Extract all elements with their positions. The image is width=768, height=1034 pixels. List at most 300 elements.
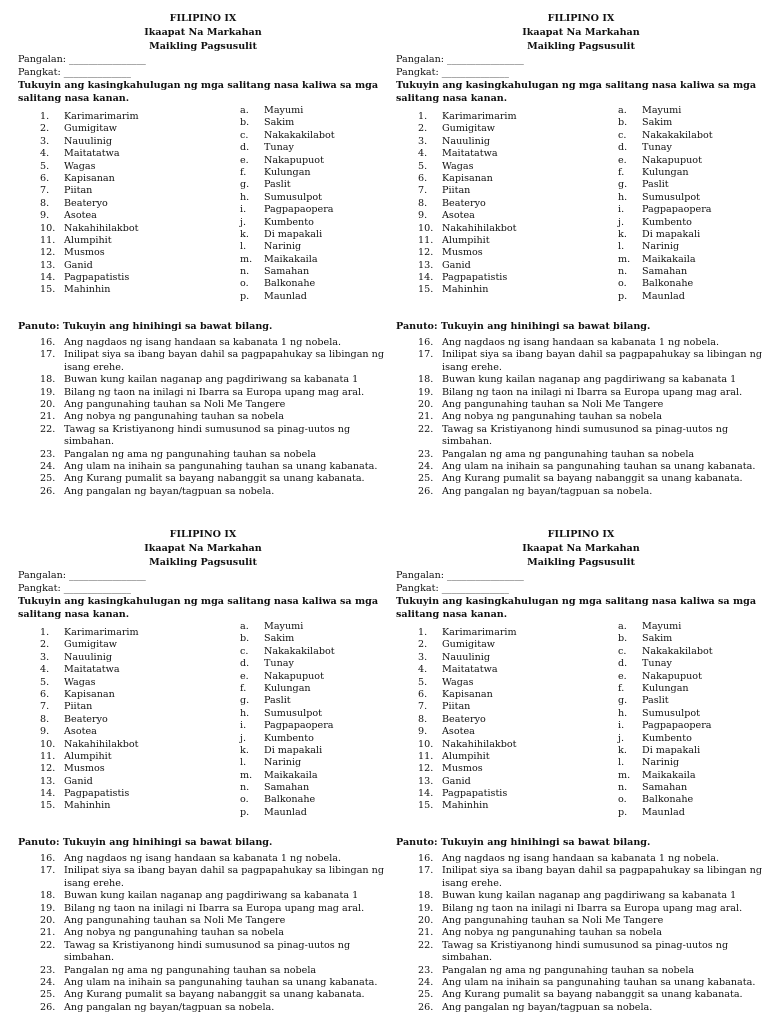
right-item-word: Nakakakilabot (642, 645, 713, 657)
question-item (40, 1002, 388, 1014)
left-item-word: Nakahihilakbot (442, 222, 517, 234)
right-item-letter: o. (240, 794, 249, 806)
right-item-word: Balkonahe (642, 278, 694, 290)
right-item (240, 633, 388, 645)
question-text: Ang Kurang pumalit sa bayang nabanggit sa unang kabanata. (442, 473, 743, 485)
left-item-word: Nauulinig (64, 651, 112, 663)
matching-section (396, 105, 766, 317)
left-item-number: 6. (418, 172, 428, 184)
left-item-word: Musmos (64, 763, 105, 775)
question-text: Inilipat siya sa ibang bayan dahil sa pagpapahukay sa libingan ng isang erehe. (442, 865, 762, 889)
question-number: 17. (40, 865, 56, 877)
question-number: 25. (40, 989, 56, 1001)
quiz-header (396, 528, 766, 570)
left-word-list (418, 111, 608, 297)
left-item-number: 12. (418, 763, 434, 775)
right-item (240, 179, 388, 191)
right-item (618, 241, 766, 253)
left-item (40, 751, 230, 763)
question-item (418, 486, 766, 498)
question-item (418, 965, 766, 977)
right-item-word: Mayumi (264, 105, 304, 116)
left-item (418, 627, 608, 639)
question-item (40, 486, 388, 498)
question-number: 24. (40, 461, 56, 473)
right-item-word: Sumusulpot (642, 191, 700, 203)
left-item-number: 14. (418, 272, 434, 284)
left-item (418, 689, 608, 701)
left-item (40, 235, 230, 247)
quarter-title: Ikaapat Na Markahan (144, 543, 262, 554)
question-number: 22. (40, 939, 56, 951)
question-number: 20. (418, 915, 434, 927)
right-item-word: Sakim (264, 633, 295, 645)
right-item-word: Samahan (642, 782, 688, 794)
question-item (40, 853, 388, 865)
right-item (618, 782, 766, 794)
right-item (240, 683, 388, 695)
right-item (240, 745, 388, 757)
right-item-letter: j. (240, 732, 247, 744)
right-item-letter: h. (618, 191, 628, 203)
left-item-number: 8. (418, 197, 428, 209)
left-item-word: Alumpihit (442, 234, 490, 246)
question-item (418, 903, 766, 915)
right-item-letter: m. (240, 769, 253, 781)
right-item (618, 192, 766, 204)
left-item (418, 776, 608, 788)
left-item-number: 8. (418, 713, 428, 725)
right-item-word: Sakim (642, 117, 673, 129)
right-item-letter: n. (240, 266, 250, 278)
question-item (418, 374, 766, 386)
question-item (418, 915, 766, 927)
right-item-letter: e. (240, 154, 249, 166)
left-item-number: 7. (418, 701, 428, 713)
left-item (418, 272, 608, 284)
right-item (240, 782, 388, 794)
question-number: 17. (418, 349, 434, 361)
right-item (240, 217, 388, 229)
left-item-word: Pagpapatistis (64, 272, 130, 284)
right-item-word: Kulungan (264, 166, 311, 178)
quarter-title: Ikaapat Na Markahan (522, 543, 640, 554)
right-item-letter: b. (618, 117, 628, 129)
subject-title: FILIPINO IX (169, 529, 237, 540)
right-item-letter: g. (240, 179, 250, 191)
right-item-letter: e. (618, 154, 627, 166)
question-number: 18. (40, 890, 56, 902)
left-item-word: Kapisanan (64, 172, 115, 184)
left-item-number: 14. (418, 788, 434, 800)
right-item-word: Samahan (642, 266, 688, 278)
right-item-word: Paslit (642, 695, 669, 707)
right-item-word: Kulungan (642, 166, 689, 178)
question-number: 22. (418, 423, 434, 435)
right-word-list (618, 621, 766, 819)
question-item (418, 337, 766, 349)
right-item-letter: l. (240, 241, 247, 253)
question-item (40, 865, 388, 890)
question-list (396, 337, 766, 498)
left-item (40, 689, 230, 701)
left-item-number: 11. (40, 234, 56, 246)
right-item-word: Nakapupuot (642, 154, 702, 166)
question-item (418, 387, 766, 399)
left-item-number: 7. (40, 701, 50, 713)
quiz-type-title: Maikling Pagsusulit (527, 557, 635, 568)
right-item (618, 130, 766, 142)
right-item-letter: a. (618, 621, 627, 632)
left-item-word: Ganid (442, 259, 471, 271)
right-item-word: Narinig (264, 241, 302, 253)
left-item-word: Mahinhin (442, 800, 489, 812)
left-item-number: 11. (418, 234, 434, 246)
question-number: 21. (40, 411, 56, 423)
left-item-number: 3. (418, 135, 428, 147)
quiz-copy-bottom-left (18, 528, 388, 1034)
question-text: Tawag sa Kristiyanong hindi sumusunod sa pinag-uutos ng simbahan. (64, 939, 351, 964)
left-item-word: Nauulinig (442, 135, 490, 147)
right-item-letter: i. (618, 720, 625, 732)
left-item (418, 714, 608, 726)
right-item-letter: f. (240, 166, 247, 178)
left-item-word: Nakahihilakbot (442, 738, 517, 750)
question-item (40, 977, 388, 989)
left-item-word: Nauulinig (64, 135, 112, 147)
left-item-word: Karimarimarim (64, 627, 139, 638)
right-item (618, 671, 766, 683)
left-item (418, 664, 608, 676)
right-item-letter: f. (618, 166, 625, 178)
question-item (40, 424, 388, 449)
right-item (618, 621, 766, 633)
right-item-letter: m. (240, 253, 253, 265)
right-item (240, 167, 388, 179)
left-item-number: 9. (40, 210, 50, 222)
left-item-number: 8. (40, 197, 50, 209)
left-item (418, 161, 608, 173)
left-item-word: Ganid (64, 259, 93, 271)
right-item-letter: p. (618, 290, 628, 302)
left-item-word: Karimarimarim (64, 111, 139, 122)
right-item-word: Mayumi (642, 105, 682, 116)
right-item-word: Balkonahe (642, 794, 694, 806)
left-item (418, 726, 608, 738)
question-text: Ang Kurang pumalit sa bayang nabanggit sa unang kabanata. (64, 989, 365, 1001)
question-number: 21. (40, 927, 56, 939)
left-item (418, 800, 608, 812)
right-item (240, 733, 388, 745)
question-text: Tawag sa Kristiyanong hindi sumusunod sa pinag-uutos ng simbahan. (442, 423, 729, 448)
left-word-list (40, 111, 230, 297)
left-item-word: Nauulinig (442, 651, 490, 663)
question-item (40, 989, 388, 1001)
left-item (40, 627, 230, 639)
left-item-number: 4. (418, 148, 428, 160)
left-item-word: Piitan (64, 701, 93, 713)
right-item-letter: f. (618, 682, 625, 694)
question-text: Ang pangunahing tauhan sa Noli Me Tangere (64, 915, 286, 927)
right-item-letter: c. (240, 129, 249, 141)
question-number: 25. (418, 473, 434, 485)
left-item-number: 10. (40, 222, 56, 234)
left-item (418, 701, 608, 713)
right-item (618, 745, 766, 757)
right-item-letter: g. (618, 179, 628, 191)
question-item (40, 399, 388, 411)
right-item (240, 229, 388, 241)
left-item (40, 284, 230, 296)
left-item-number: 6. (40, 688, 50, 700)
right-item-word: Tunay (642, 142, 672, 154)
right-item-word: Sumusulpot (264, 707, 322, 719)
left-item (40, 173, 230, 185)
question-text: Ang nobya ng pangunahing tauhan sa nobela (442, 927, 662, 939)
left-item-number: 15. (40, 800, 56, 812)
left-item-number: 12. (418, 247, 434, 259)
name-field: Pangalan: ________________ (396, 570, 524, 581)
matching-instruction: Tukuyin ang kasingkahulugan ng mga salitang nasa kaliwa sa mga salitang nasa kanan. (18, 596, 379, 620)
left-item (418, 652, 608, 664)
left-item (418, 751, 608, 763)
question-number: 16. (418, 337, 434, 348)
right-item-letter: c. (240, 645, 249, 657)
right-item (618, 278, 766, 290)
right-item-letter: l. (618, 241, 625, 253)
question-text: Ang Kurang pumalit sa bayang nabanggit sa unang kabanata. (64, 473, 365, 485)
left-item-word: Pagpapatistis (64, 788, 130, 800)
left-item (418, 136, 608, 148)
left-item (418, 111, 608, 123)
right-item (240, 241, 388, 253)
question-number: 23. (418, 448, 434, 460)
left-item-word: Mahinhin (64, 800, 111, 812)
question-text: Ang pangunahing tauhan sa Noli Me Tangere (442, 915, 664, 927)
left-item-number: 14. (40, 272, 56, 284)
right-item (618, 720, 766, 732)
question-number: 24. (40, 977, 56, 989)
right-item (240, 254, 388, 266)
question-item (418, 1002, 766, 1014)
left-item-word: Musmos (442, 247, 483, 259)
subject-title: FILIPINO IX (547, 13, 615, 24)
question-text: Ang ulam na inihain sa pangunahing tauhan sa unang kabanata. (64, 977, 378, 989)
left-item (418, 788, 608, 800)
right-item-letter: d. (240, 142, 250, 154)
question-number: 23. (418, 964, 434, 976)
left-item-word: Maitatatwa (442, 148, 498, 160)
question-item (40, 890, 388, 902)
quiz-header (396, 12, 766, 54)
left-item-word: Mahinhin (442, 284, 489, 296)
right-item-word: Nakapupuot (642, 670, 702, 682)
question-item (40, 940, 388, 965)
question-number: 22. (40, 423, 56, 435)
right-item-word: Kumbento (264, 216, 314, 228)
left-item-number: 10. (418, 738, 434, 750)
question-number: 20. (40, 915, 56, 927)
question-text: Pangalan ng ama ng pangunahing tauhan sa nobela (64, 964, 317, 976)
right-item (618, 117, 766, 129)
left-item-number: 13. (40, 259, 56, 271)
left-item-word: Nakahihilakbot (64, 738, 139, 750)
left-item-word: Beateryo (64, 197, 108, 209)
question-text: Ang pangalan ng bayan/tagpuan sa nobela. (64, 485, 275, 497)
right-item-letter: m. (618, 253, 631, 265)
left-item-number: 5. (418, 160, 428, 172)
left-item (418, 247, 608, 259)
matching-section (18, 621, 388, 833)
right-item (618, 695, 766, 707)
left-item-word: Beateryo (64, 713, 108, 725)
right-item-word: Paslit (264, 695, 291, 707)
question-text: Bilang ng taon na inilagi ni Ibarra sa Europa upang mag aral. (442, 386, 743, 398)
right-item (618, 266, 766, 278)
left-item (40, 198, 230, 210)
question-number: 20. (40, 399, 56, 411)
right-item-letter: n. (618, 266, 628, 278)
left-item (418, 260, 608, 272)
question-number: 19. (40, 386, 56, 398)
left-item (40, 123, 230, 135)
left-item-word: Pagpapatistis (442, 788, 508, 800)
question-number: 16. (418, 853, 434, 864)
left-item-number: 5. (40, 160, 50, 172)
right-item (240, 646, 388, 658)
right-item-word: Maikakaila (642, 769, 696, 781)
right-item-word: Sumusulpot (264, 191, 322, 203)
left-item-number: 4. (40, 148, 50, 160)
right-item (618, 633, 766, 645)
right-item-word: Nakakakilabot (264, 645, 335, 657)
left-item-number: 6. (418, 688, 428, 700)
right-item-letter: d. (618, 142, 628, 154)
questions-instruction: Panuto: Tukuyin ang hinihingi sa bawat bilang. (396, 321, 651, 332)
quiz-header (18, 12, 388, 54)
left-item-number: 4. (418, 664, 428, 676)
right-item-letter: p. (240, 806, 250, 818)
matching-instruction: Tukuyin ang kasingkahulugan ng mga salitang nasa kaliwa sa mga salitang nasa kanan. (396, 596, 757, 620)
question-list (396, 853, 766, 1014)
left-item-word: Gumigitaw (442, 639, 496, 651)
left-item-word: Wagas (442, 160, 474, 172)
subject-title: FILIPINO IX (547, 529, 615, 540)
left-item (40, 136, 230, 148)
right-item (240, 266, 388, 278)
left-item (418, 235, 608, 247)
right-item-word: Maikakaila (264, 769, 318, 781)
right-item (240, 155, 388, 167)
quiz-type-title: Maikling Pagsusulit (149, 557, 257, 568)
questions-instruction: Panuto: Tukuyin ang hinihingi sa bawat bilang. (18, 321, 273, 332)
right-item (240, 658, 388, 670)
left-item-word: Piitan (442, 185, 471, 197)
left-item-number: 12. (40, 247, 56, 259)
question-text: Ang nagdaos ng isang handaan sa kabanata 1 ng nobela. (64, 337, 342, 348)
left-item-number: 3. (40, 651, 50, 663)
left-item-number: 11. (418, 750, 434, 762)
right-item-letter: e. (618, 670, 627, 682)
right-item-word: Narinig (642, 757, 680, 769)
left-item-number: 7. (40, 185, 50, 197)
question-text: Ang nobya ng pangunahing tauhan sa nobela (64, 927, 284, 939)
right-item-letter: k. (618, 228, 627, 240)
question-text: Ang pangalan ng bayan/tagpuan sa nobela. (442, 1001, 653, 1013)
question-number: 22. (418, 939, 434, 951)
left-item (40, 272, 230, 284)
right-item-letter: e. (240, 670, 249, 682)
question-text: Buwan kung kailan naganap ang pagdiriwang sa kabanata 1 (64, 374, 359, 386)
question-item (40, 387, 388, 399)
question-item (418, 989, 766, 1001)
left-item (418, 284, 608, 296)
right-item (240, 621, 388, 633)
left-item-number: 3. (418, 651, 428, 663)
question-number: 16. (40, 853, 56, 864)
question-text: Buwan kung kailan naganap ang pagdiriwang sa kabanata 1 (64, 890, 359, 902)
right-item (618, 204, 766, 216)
right-item-letter: l. (240, 757, 247, 769)
question-text: Ang pangunahing tauhan sa Noli Me Tangere (64, 399, 286, 411)
matching-section (396, 621, 766, 833)
left-item-number: 9. (40, 726, 50, 738)
left-word-list (40, 627, 230, 813)
left-item-word: Musmos (442, 763, 483, 775)
left-item-word: Alumpihit (64, 234, 112, 246)
question-number: 23. (40, 448, 56, 460)
left-item (40, 247, 230, 259)
right-item (240, 794, 388, 806)
right-item-letter: g. (618, 695, 628, 707)
right-item-letter: d. (618, 658, 628, 670)
right-item-word: Pagpapaopera (264, 720, 334, 732)
left-item (418, 677, 608, 689)
left-item-word: Kapisanan (64, 688, 115, 700)
left-item-number: 8. (40, 713, 50, 725)
right-item-letter: o. (240, 278, 249, 290)
left-item-number: 15. (40, 284, 56, 296)
left-item-number: 2. (40, 639, 50, 651)
right-item (240, 204, 388, 216)
right-item-letter: b. (240, 117, 250, 129)
right-item-letter: l. (618, 757, 625, 769)
question-item (418, 940, 766, 965)
question-number: 18. (418, 374, 434, 386)
question-number: 17. (40, 349, 56, 361)
section-field: Pangkat: ______________ (396, 582, 509, 594)
left-item-number: 13. (418, 775, 434, 787)
right-item (618, 254, 766, 266)
right-item-letter: i. (240, 204, 247, 216)
question-item (40, 349, 388, 374)
left-item (40, 763, 230, 775)
right-item-letter: b. (240, 633, 250, 645)
right-item-letter: h. (240, 707, 250, 719)
left-item (40, 739, 230, 751)
question-text: Ang pangalan ng bayan/tagpuan sa nobela. (64, 1001, 275, 1013)
left-item (418, 223, 608, 235)
left-item (40, 800, 230, 812)
question-number: 18. (40, 374, 56, 386)
left-item (40, 148, 230, 160)
left-item (418, 148, 608, 160)
right-item-word: Maikakaila (264, 253, 318, 265)
question-item (40, 903, 388, 915)
left-item (40, 161, 230, 173)
left-item-word: Beateryo (442, 197, 486, 209)
left-item-word: Gumigitaw (64, 123, 118, 135)
